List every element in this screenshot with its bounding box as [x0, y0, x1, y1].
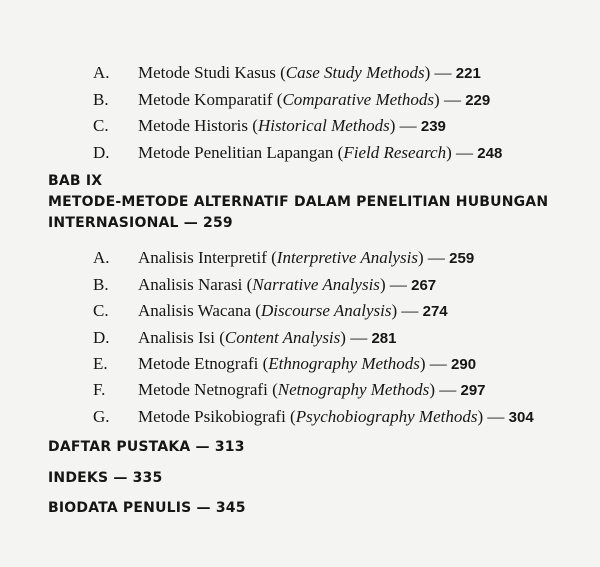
toc-entry-psychobiography [0, 405, 600, 429]
toc-entry-ethnography [0, 352, 600, 376]
entry-page-number: 259 [449, 250, 475, 267]
toc-entry-author-bio: BIODATA PENULIS — 345 [48, 500, 246, 516]
entry-title: Metode Netnografi (Netnography Methods) — 297 [138, 380, 486, 399]
entry-title: Metode Historis (Historical Methods) — 239 [138, 116, 446, 135]
entry-letter: B. [93, 275, 109, 294]
toc-entry-index: INDEKS — 335 [48, 470, 163, 486]
toc-entry-historical [0, 114, 600, 138]
entry-title: Metode Komparatif (Comparative Methods) — 229 [138, 90, 491, 109]
entry-letter: D. [93, 328, 110, 347]
entry-letter: E. [93, 354, 108, 373]
entry-letter: G. [93, 407, 110, 426]
toc-entry-case-study [0, 61, 600, 85]
entry-page-number: 239 [420, 118, 446, 135]
entry-letter: A. [93, 63, 110, 82]
entry-page-number: 229 [465, 92, 491, 109]
entry-title: Analisis Wacana (Discourse Analysis) — 274 [138, 301, 448, 320]
toc-entry-bibliography: DAFTAR PUSTAKA — 313 [48, 439, 245, 455]
entry-title: Analisis Interpretif (Interpretive Analysis) — 259 [138, 248, 475, 267]
entry-title: Metode Studi Kasus (Case Study Methods) — 221 [138, 63, 481, 82]
toc-entry-field-research [0, 141, 600, 165]
entry-letter: C. [93, 116, 109, 135]
chapter-label: BAB IX [48, 173, 103, 189]
toc-entry-netnography [0, 378, 600, 402]
entry-letter: B. [93, 90, 109, 109]
entry-page-number: 304 [508, 409, 534, 426]
entry-page-number: 221 [455, 65, 481, 82]
entry-title: Analisis Narasi (Narrative Analysis) — 267 [138, 275, 437, 294]
entry-title: Analisis Isi (Content Analysis) — 281 [138, 328, 397, 347]
entry-title: Metode Etnografi (Ethnography Methods) — 290 [138, 354, 477, 373]
entry-title: Metode Psikobiografi (Psychobiography Methods) — 304 [138, 407, 534, 426]
entry-page-number: 345 [215, 500, 246, 516]
toc-entry-narrative [0, 273, 600, 297]
chapter-title-line1: METODE-METODE ALTERNATIF DALAM PENELITIAN HUBUNGAN [48, 194, 549, 210]
chapter-title-line2: INTERNASIONAL — 259 [48, 215, 233, 231]
toc-entry-content [0, 326, 600, 350]
entry-letter: D. [93, 143, 110, 162]
entry-page-number: 290 [451, 356, 477, 373]
toc-entry-comparative [0, 88, 600, 112]
entry-page-number: 281 [371, 330, 397, 347]
toc-entry-discourse [0, 299, 600, 323]
entry-letter: C. [93, 301, 109, 320]
entry-letter: F. [93, 380, 106, 399]
chapter-page-number: 259 [203, 215, 233, 231]
entry-page-number: 248 [477, 145, 503, 162]
entry-letter: A. [93, 248, 110, 267]
entry-page-number: 313 [214, 439, 245, 455]
entry-title: Metode Penelitian Lapangan (Field Research) — 248 [138, 143, 503, 162]
entry-page-number: 267 [411, 277, 437, 294]
entry-page-number: 335 [132, 470, 163, 486]
entry-page-number: 274 [422, 303, 448, 320]
toc-entry-interpretive [0, 246, 600, 270]
entry-page-number: 297 [460, 382, 486, 399]
